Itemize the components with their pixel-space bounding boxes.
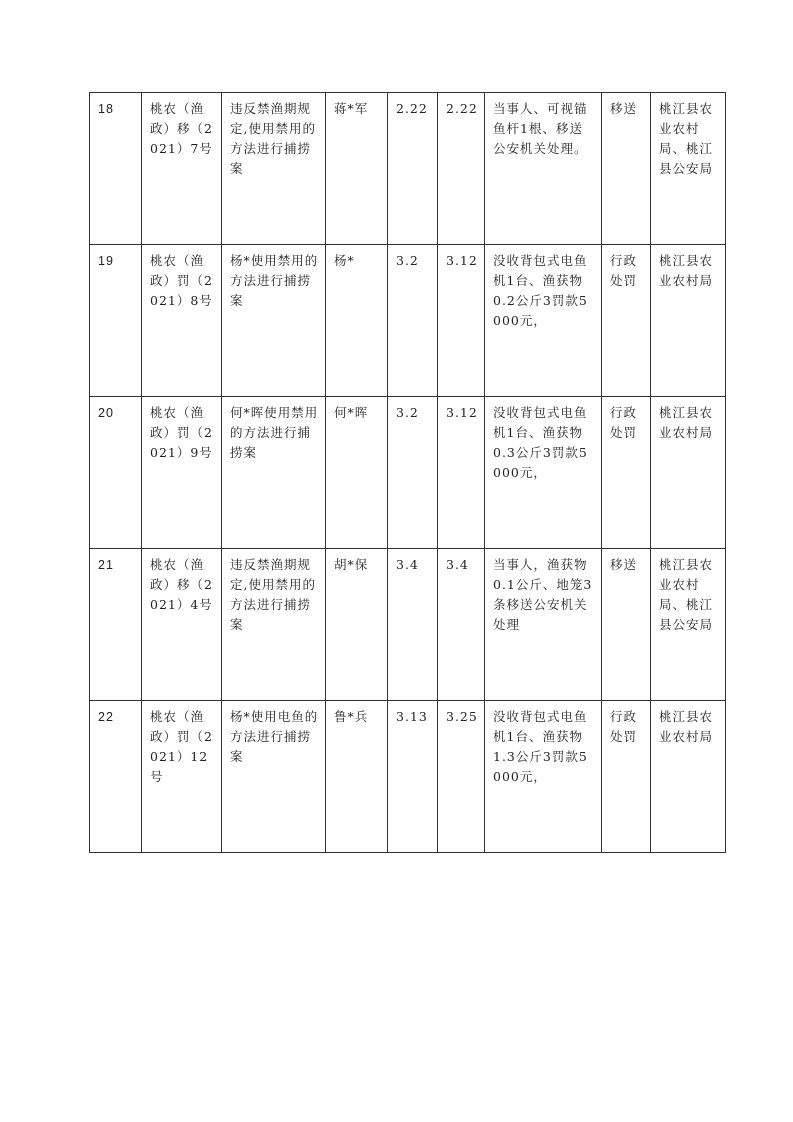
party-name-cell: 鲁*兵 (326, 701, 388, 853)
table-row (90, 93, 726, 245)
handling-type-cell: 行政处罚 (602, 245, 651, 397)
filing-date-cell: 2.22 (388, 93, 438, 245)
case-number-cell: 桃农（渔政）罚（2021）9号 (142, 397, 222, 549)
party-name-cell: 蒋*军 (326, 93, 388, 245)
closing-date-cell: 3.12 (438, 245, 485, 397)
case-records-table (89, 92, 726, 853)
filing-date-cell: 3.4 (388, 549, 438, 701)
row-number-cell: 20 (90, 397, 142, 549)
case-name-cell: 何*晖使用禁用的方法进行捕捞案 (222, 397, 326, 549)
row-number-cell: 18 (90, 93, 142, 245)
party-name-cell: 胡*保 (326, 549, 388, 701)
table-body (90, 93, 726, 853)
authority-cell: 桃江县农业农村局 (651, 397, 726, 549)
case-name-cell: 违反禁渔期规定,使用禁用的方法进行捕捞案 (222, 93, 326, 245)
closing-date-cell: 2.22 (438, 93, 485, 245)
row-number-cell: 19 (90, 245, 142, 397)
case-number-cell: 桃农（渔政）移（2021）4号 (142, 549, 222, 701)
table-row (90, 245, 726, 397)
closing-date-cell: 3.4 (438, 549, 485, 701)
case-number-cell: 桃农（渔政）罚（2021）12号 (142, 701, 222, 853)
case-name-cell: 杨*使用禁用的方法进行捕捞案 (222, 245, 326, 397)
party-name-cell: 何*晖 (326, 397, 388, 549)
row-number-cell: 22 (90, 701, 142, 853)
filing-date-cell: 3.2 (388, 245, 438, 397)
handling-type-cell: 移送 (602, 549, 651, 701)
table-row (90, 397, 726, 549)
handling-result-cell: 没收背包式电鱼机1台、渔获物1.3公斤3罚款5000元， (485, 701, 602, 853)
table-row (90, 701, 726, 853)
handling-result-cell: 没收背包式电鱼机1台、渔获物0.3公斤3罚款5000元， (485, 397, 602, 549)
handling-type-cell: 移送 (602, 93, 651, 245)
handling-type-cell: 行政处罚 (602, 397, 651, 549)
case-number-cell: 桃农（渔政）罚（2021）8号 (142, 245, 222, 397)
case-name-cell: 违反禁渔期规定,使用禁用的方法进行捕捞案 (222, 549, 326, 701)
row-number-cell: 21 (90, 549, 142, 701)
authority-cell: 桃江县农业农村局、桃江县公安局 (651, 93, 726, 245)
case-name-cell: 杨*使用电鱼的方法进行捕捞案 (222, 701, 326, 853)
closing-date-cell: 3.25 (438, 701, 485, 853)
party-name-cell: 杨* (326, 245, 388, 397)
closing-date-cell: 3.12 (438, 397, 485, 549)
table-row (90, 549, 726, 701)
handling-result-cell: 当事人、可视锚鱼杆1根、移送公安机关处理。 (485, 93, 602, 245)
handling-result-cell: 没收背包式电鱼机1台、渔获物0.2公斤3罚款5000元， (485, 245, 602, 397)
filing-date-cell: 3.13 (388, 701, 438, 853)
filing-date-cell: 3.2 (388, 397, 438, 549)
authority-cell: 桃江县农业农村局 (651, 701, 726, 853)
authority-cell: 桃江县农业农村局、桃江县公安局 (651, 549, 726, 701)
handling-result-cell: 当事人，渔获物0.1公斤、地笼3条移送公安机关处理 (485, 549, 602, 701)
handling-type-cell: 行政处罚 (602, 701, 651, 853)
case-number-cell: 桃农（渔政）移（2021）7号 (142, 93, 222, 245)
authority-cell: 桃江县农业农村局 (651, 245, 726, 397)
